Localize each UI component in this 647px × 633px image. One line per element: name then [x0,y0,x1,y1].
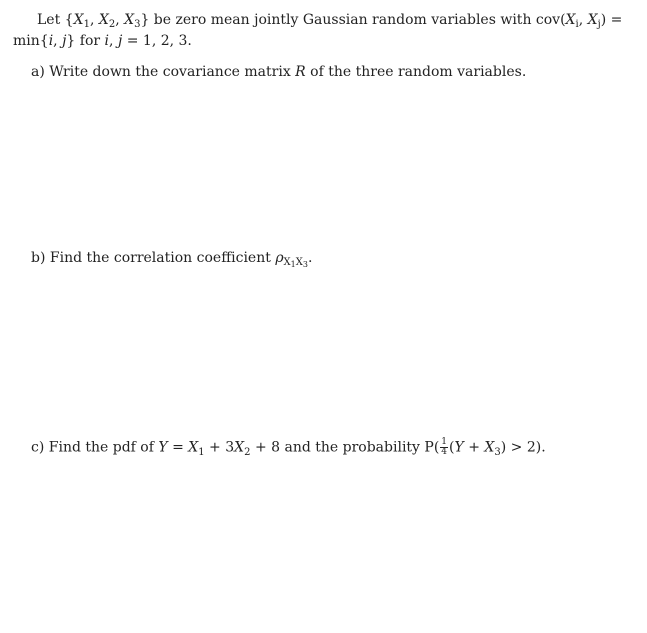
var-xi: X [565,12,576,28]
problem-intro-line-2 [13,32,192,50]
var-x1: X [73,12,84,28]
matrix-symbol-r: R [295,64,306,80]
var-xj: X [587,12,598,28]
comma: , [115,12,125,28]
comma: , [53,33,63,49]
var-x2-sub: 2 [244,446,251,458]
sub-var-x3: X [295,257,303,268]
var-y: Y [158,439,168,456]
question-a-text: a) Write down the covariance matrix [31,64,296,80]
question-c [31,438,546,459]
fraction-one-quarter [440,438,448,457]
index-range: = 1, 2, 3. [122,33,192,49]
question-b [31,249,312,269]
sub-var-x1-idx: 1 [290,260,296,269]
plus-3: + 3 [204,439,235,456]
var-x1: X [188,439,199,456]
question-b-text: b) Find the correlation coefficient [31,250,276,266]
set-open-brace: { [64,12,74,28]
rho-subscript [284,257,308,268]
var-x2: X [98,12,109,28]
period: . [307,250,313,266]
min-close-for: } for [66,33,105,49]
var-x3-sub: 3 [134,19,141,30]
sub-var-x3-idx: 3 [302,260,308,269]
var-x2: X [234,439,245,456]
var-x3-sub: 3 [494,446,501,458]
var-x2-sub: 2 [108,19,116,30]
comma: , [109,33,118,49]
question-a [31,63,526,81]
min-open: min{ [13,33,49,49]
question-a-text-end: of the three random variables. [305,64,527,80]
var-xj-sub: j [597,19,601,30]
sub-var-x1: X [283,257,291,268]
var-i: i [48,33,54,49]
var-y: Y [454,439,464,456]
plus: + [463,439,485,456]
intro-word-let: Let [37,12,61,28]
comma: , [89,12,99,28]
question-c-text: c) Find the pdf of [31,439,159,456]
fraction-denominator: 4 [441,447,448,457]
var-x3: X [124,12,135,28]
plus-8-probability: + 8 and the probability P( [250,439,440,456]
paren-close-inequality: ) > 2). [500,439,546,456]
equals: = [167,439,189,456]
intro-text: be zero mean jointly Gaussian random variables with cov( [149,12,566,28]
var-x1-sub: 1 [198,446,205,458]
var-x3: X [484,439,495,456]
var-i: i [104,33,110,49]
comma: , [578,12,588,28]
var-xi-sub: i [575,19,579,30]
paren-open: ( [449,439,455,456]
problem-intro-line-1 [37,11,622,31]
set-close-brace: } [140,12,150,28]
var-x1-sub: 1 [83,19,90,30]
fraction-numerator: 1 [441,437,448,447]
intro-text-end: ) = [600,12,623,28]
rho-symbol: ρ [275,250,284,266]
var-j: j [117,33,123,49]
var-j: j [62,33,67,49]
